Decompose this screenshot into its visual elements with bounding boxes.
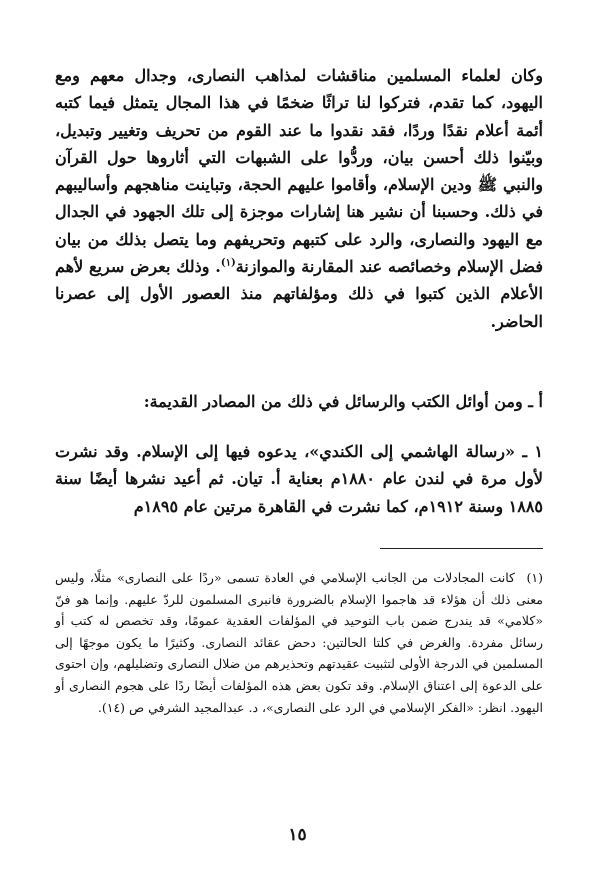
- footnote-number: (١): [526, 570, 543, 585]
- footnote-divider: [380, 548, 543, 549]
- main-paragraph-text-end: . وذلك بعرض سريع لأهم الأعلام الذين كتبوا في ذلك ومؤلفاتهم منذ العصور الأول إلى عصرنا الحاضر.: [55, 257, 543, 331]
- footnote: [55, 567, 543, 718]
- footnote-text: كانت المجادلات من الجانب الإسلامي في العادة تسمى «ردًا على النصارى» مثلًا، وليس معنى ذلك أن هؤلاء قد هاجموا الإسلام بالضرورة فانبرى المسلمون للردّ عليهم. وإنما هو فنّ «كلامي» قد يندرج ضمن باب التوحيد في المؤلفات العقدية عمومًا، وقد تخصص له كتب أو رسائل مفردة. والغرض في كلتا الحالتين: دحض عقائد النصارى. وكثيرًا ما يكون موجهًا إلى المسلمين في الدرجة الأولى لتثبيت عقيدتهم وتحذيرهم من ضلال النصارى وتضليلهم، وإن احتوى على الدعوة إلى اعتناق الإسلام. وقد تكون بعض هذه المؤلفات أيضًا ردًا على هجوم النصارى أو اليهود. انظر: «الفكر الإسلامي في الرد على النصارى»، د. عبدالمجيد الشرفي ص (١٤).: [55, 570, 543, 715]
- footnote-reference[interactable]: (١): [220, 257, 236, 269]
- list-item: ١ ـ «رسالة الهاشمي إلى الكندي»، يدعوه فيها إلى الإسلام. وقد نشرت لأول مرة في لندن عام ١٨٨٠م بعناية أ. تيان. ثم أعيد نشرها أيضًا سنة ١٨٨٥ وسنة ١٩١٢م، كما نشرت في القاهرة مرتين عام ١٨٩٥م: [55, 442, 544, 516]
- section-heading: أ ـ ومن أوائل الكتب والرسائل في ذلك من المصادر القديمة:: [143, 392, 543, 411]
- page-number: ١٥: [288, 825, 307, 845]
- main-paragraph-text: وكان لعلماء المسلمين مناقشات لمذاهب النصارى، وجدال معهم ومع اليهود، كما تقدم، فتركوا لنا تراثًا ضخمًا في هذا المجال يتمثل فيما كتبه أئمة أعلام نقدًا وردًا، فقد نقدوا ما عند القوم من تحريف وتغيير وتبديل، وبيّنوا ذلك أحسن بيان، وردُّوا على الشبهات التي أثاروها حول القرآن والنبي ﷺ ودين الإسلام، وأقاموا عليهم الحجة، وتباينت مناهجهم وأساليبهم في ذلك. وحسبنا أن نشير هنا إشارات موجزة إلى تلك الجهود في الجدال مع اليهود والنصارى، والرد على كتبهم وتحريفهم وما يتصل بذلك من بيان فضل الإسلام وخصائصه عند المقارنة والموازنة: [55, 66, 544, 277]
- main-paragraph: [55, 62, 543, 335]
